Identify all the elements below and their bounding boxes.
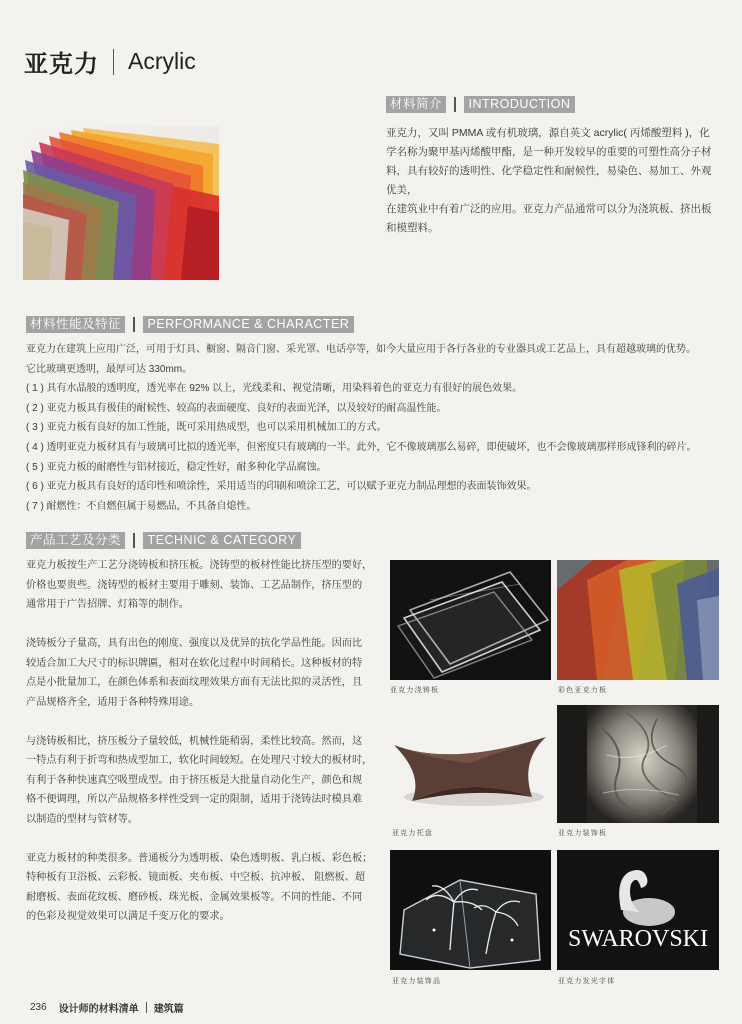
intro-line: 亚克力，又叫 PMMA 或有机玻璃，源自英文 acrylic( 丙烯酸塑料 )，化 — [386, 127, 710, 139]
performance-item: ( 5 ) 亚克力板的耐磨性与铝材接近，稳定性好，耐多种化学品腐蚀。 — [26, 461, 327, 473]
cast-sheet-illustration — [390, 560, 551, 680]
performance-item: ( 3 ) 亚克力板有良好的加工性能，既可采用热成型，也可以采用机械加工的方式。 — [26, 422, 387, 434]
intro-header-en: INTRODUCTION — [464, 96, 576, 113]
photo-led-sign — [557, 850, 719, 970]
technic-line: 特种板有卫浴板、云彩板、镜面板、夹布板、中空板、抗冲板、 阻燃板、超 — [26, 872, 366, 883]
colored-sheet-illustration — [557, 560, 719, 680]
intro-line: 学名称为聚甲基丙烯酸甲酯，是一种开发较早的重要的可塑性高分子材 — [386, 146, 712, 158]
title-divider — [113, 49, 114, 75]
technic-line: 以制造的型材与管材等。 — [26, 813, 139, 825]
technic-header-divider — [133, 533, 135, 548]
tray-illustration — [390, 705, 551, 823]
caption-art-piece: 亚克力装饰品 — [392, 977, 442, 985]
technic-line: 亚克力板按生产工艺分浇铸板和挤压板。浇铸型的板材性能比挤压型的要好， — [26, 560, 373, 571]
performance-item: ( 2 ) 亚克力板具有极佳的耐候性、较高的表面硬度、良好的表面光泽，以及较好的耐高温性能。 — [26, 402, 447, 414]
technic-line: 有利于各种快速真空吸塑成型。由于挤压板是大批量自动化生产，颜色和规 — [26, 774, 363, 786]
deco-sheet-illustration — [557, 705, 719, 823]
brand-text: SWAROVSKI — [567, 926, 709, 952]
book-title: 设计师的材料清单 — [58, 1004, 139, 1015]
swatch-fan-illustration — [23, 126, 219, 280]
intro-header-divider — [454, 97, 456, 112]
technic-paragraph — [26, 732, 380, 830]
hero-acrylic-swatches-image — [23, 126, 219, 280]
art-piece-illustration — [390, 850, 551, 970]
technic-header-zh: 产品工艺及分类 — [26, 532, 125, 549]
technic-line: 耐磨板、表面花纹板、磨砂板、珠光板、金属效果板等。不同的性能、不同 — [26, 891, 363, 903]
technic-line: 产品规格齐全，适用于各种特殊用途。 — [26, 696, 200, 708]
performance-item: ( 7 ) 耐燃性：不自燃但属于易燃品，不具备自熄性。 — [26, 500, 257, 512]
section-name: 建筑篇 — [153, 1004, 184, 1015]
page-footer — [30, 1000, 184, 1015]
technic-line: 通常用于广告招牌、灯箱等的制作。 — [26, 599, 189, 610]
footer-divider — [146, 1002, 147, 1013]
photo-art-piece — [390, 850, 551, 970]
intro-line: 在建筑业中有着广泛的应用。亚克力产品通常可以分为浇筑板、挤出板 — [386, 203, 712, 215]
performance-item: ( 1 ) 具有水晶般的透明度，透光率在 92% 以上，光线柔和、视觉清晰，用染料着色的亚克力有很好的展色效果。 — [26, 383, 523, 395]
caption-tray: 亚克力托盘 — [392, 829, 433, 837]
caption-deco-sheet: 亚克力装饰板 — [558, 829, 608, 837]
caption-cast-sheet: 亚克力浇铸板 — [390, 686, 440, 694]
led-sign-illustration — [557, 850, 719, 970]
photo-colored-sheet — [557, 560, 719, 680]
technic-line: 的色彩及视觉效果可以满足千变万化的要求。 — [26, 911, 230, 922]
technic-line: 浇铸板分子量高，具有出色的刚度、强度以及优异的抗化学品性能。因而比 — [26, 638, 363, 649]
technic-line: 格不便调理，所以产品规格多样性受到一定的限制，适用于浇铸法时模具难 — [26, 794, 363, 805]
technic-paragraph — [26, 634, 380, 712]
page-title — [24, 44, 196, 79]
title-en: Acrylic — [128, 48, 196, 74]
performance-line: 亚克力在建筑上应用广泛，可用于灯具、橱窗、隔音门窗、采光罩、电话亭等，如今大量应用于各行各业的专业器具或工艺品上，具有超越玻璃的优势。 — [26, 344, 696, 355]
technic-line: 与浇铸板相比，挤压板分子量较低，机械性能稍弱，柔性比较高。然而，这 — [26, 735, 363, 747]
performance-list — [26, 340, 722, 516]
intro-paragraph — [386, 124, 716, 238]
photo-deco-sheet — [557, 705, 719, 823]
page-number: 236 — [30, 1002, 47, 1013]
technic-line: 点是小批量加工，在颜色体系和表面纹理效果方面有无法比拟的灵活性，且 — [26, 677, 363, 688]
technic-paragraph — [26, 556, 380, 615]
technic-line: 价格也要贵些。浇铸型的板材主要用于雕刻、装饰、工艺品制作，挤压型的 — [26, 579, 363, 591]
technic-paragraph — [26, 849, 380, 927]
technic-header-en: TECHNIC & CATEGORY — [143, 532, 302, 549]
title-zh: 亚克力 — [24, 51, 99, 78]
intro-line: 和模塑料。 — [386, 222, 439, 234]
technic-header — [26, 532, 301, 549]
technic-line: 亚克力板材的种类很多。普通板分为透明板、染色透明板、乳白板、彩色板； — [26, 852, 373, 864]
performance-item: ( 4 ) 透明亚克力板材具有与玻璃可比拟的透光率，但密度只有玻璃的一半。此外，它不像玻璃那么易碎，即使破坏，也不会像玻璃那样形成锋利的碎片。 — [26, 441, 697, 453]
performance-line: 它比玻璃更透明，最厚可达 330mm。 — [26, 363, 193, 375]
technic-line: 一特点有利于折弯和热成型加工，软化时间较短。在处理尺寸较大的板材时， — [26, 755, 373, 766]
intro-header — [386, 96, 575, 113]
technic-line: 较适合加工大尺寸的标识牌匾，相对在软化过程中时间稍长。这种板材的特 — [26, 657, 363, 669]
performance-header-en: PERFORMANCE & CHARACTER — [143, 316, 355, 333]
performance-header-divider — [133, 317, 135, 332]
performance-header — [26, 316, 354, 333]
performance-header-zh: 材料性能及特征 — [26, 316, 125, 333]
intro-header-zh: 材料简介 — [386, 96, 446, 113]
caption-colored-sheet: 彩色亚克力板 — [558, 686, 608, 694]
caption-led-sign: 亚克力发光字体 — [558, 977, 616, 985]
technic-text — [26, 556, 380, 946]
photo-tray — [390, 705, 551, 823]
performance-item: ( 6 ) 亚克力板具有良好的适印性和喷涂性，采用适当的印刷和喷涂工艺，可以赋予亚克力制品理想的表面装饰效果。 — [26, 481, 537, 493]
intro-line: 料，具有较好的透明性、化学稳定性和耐候性，易染色、易加工、外观优美， — [386, 165, 712, 196]
photo-cast-sheet — [390, 560, 551, 680]
